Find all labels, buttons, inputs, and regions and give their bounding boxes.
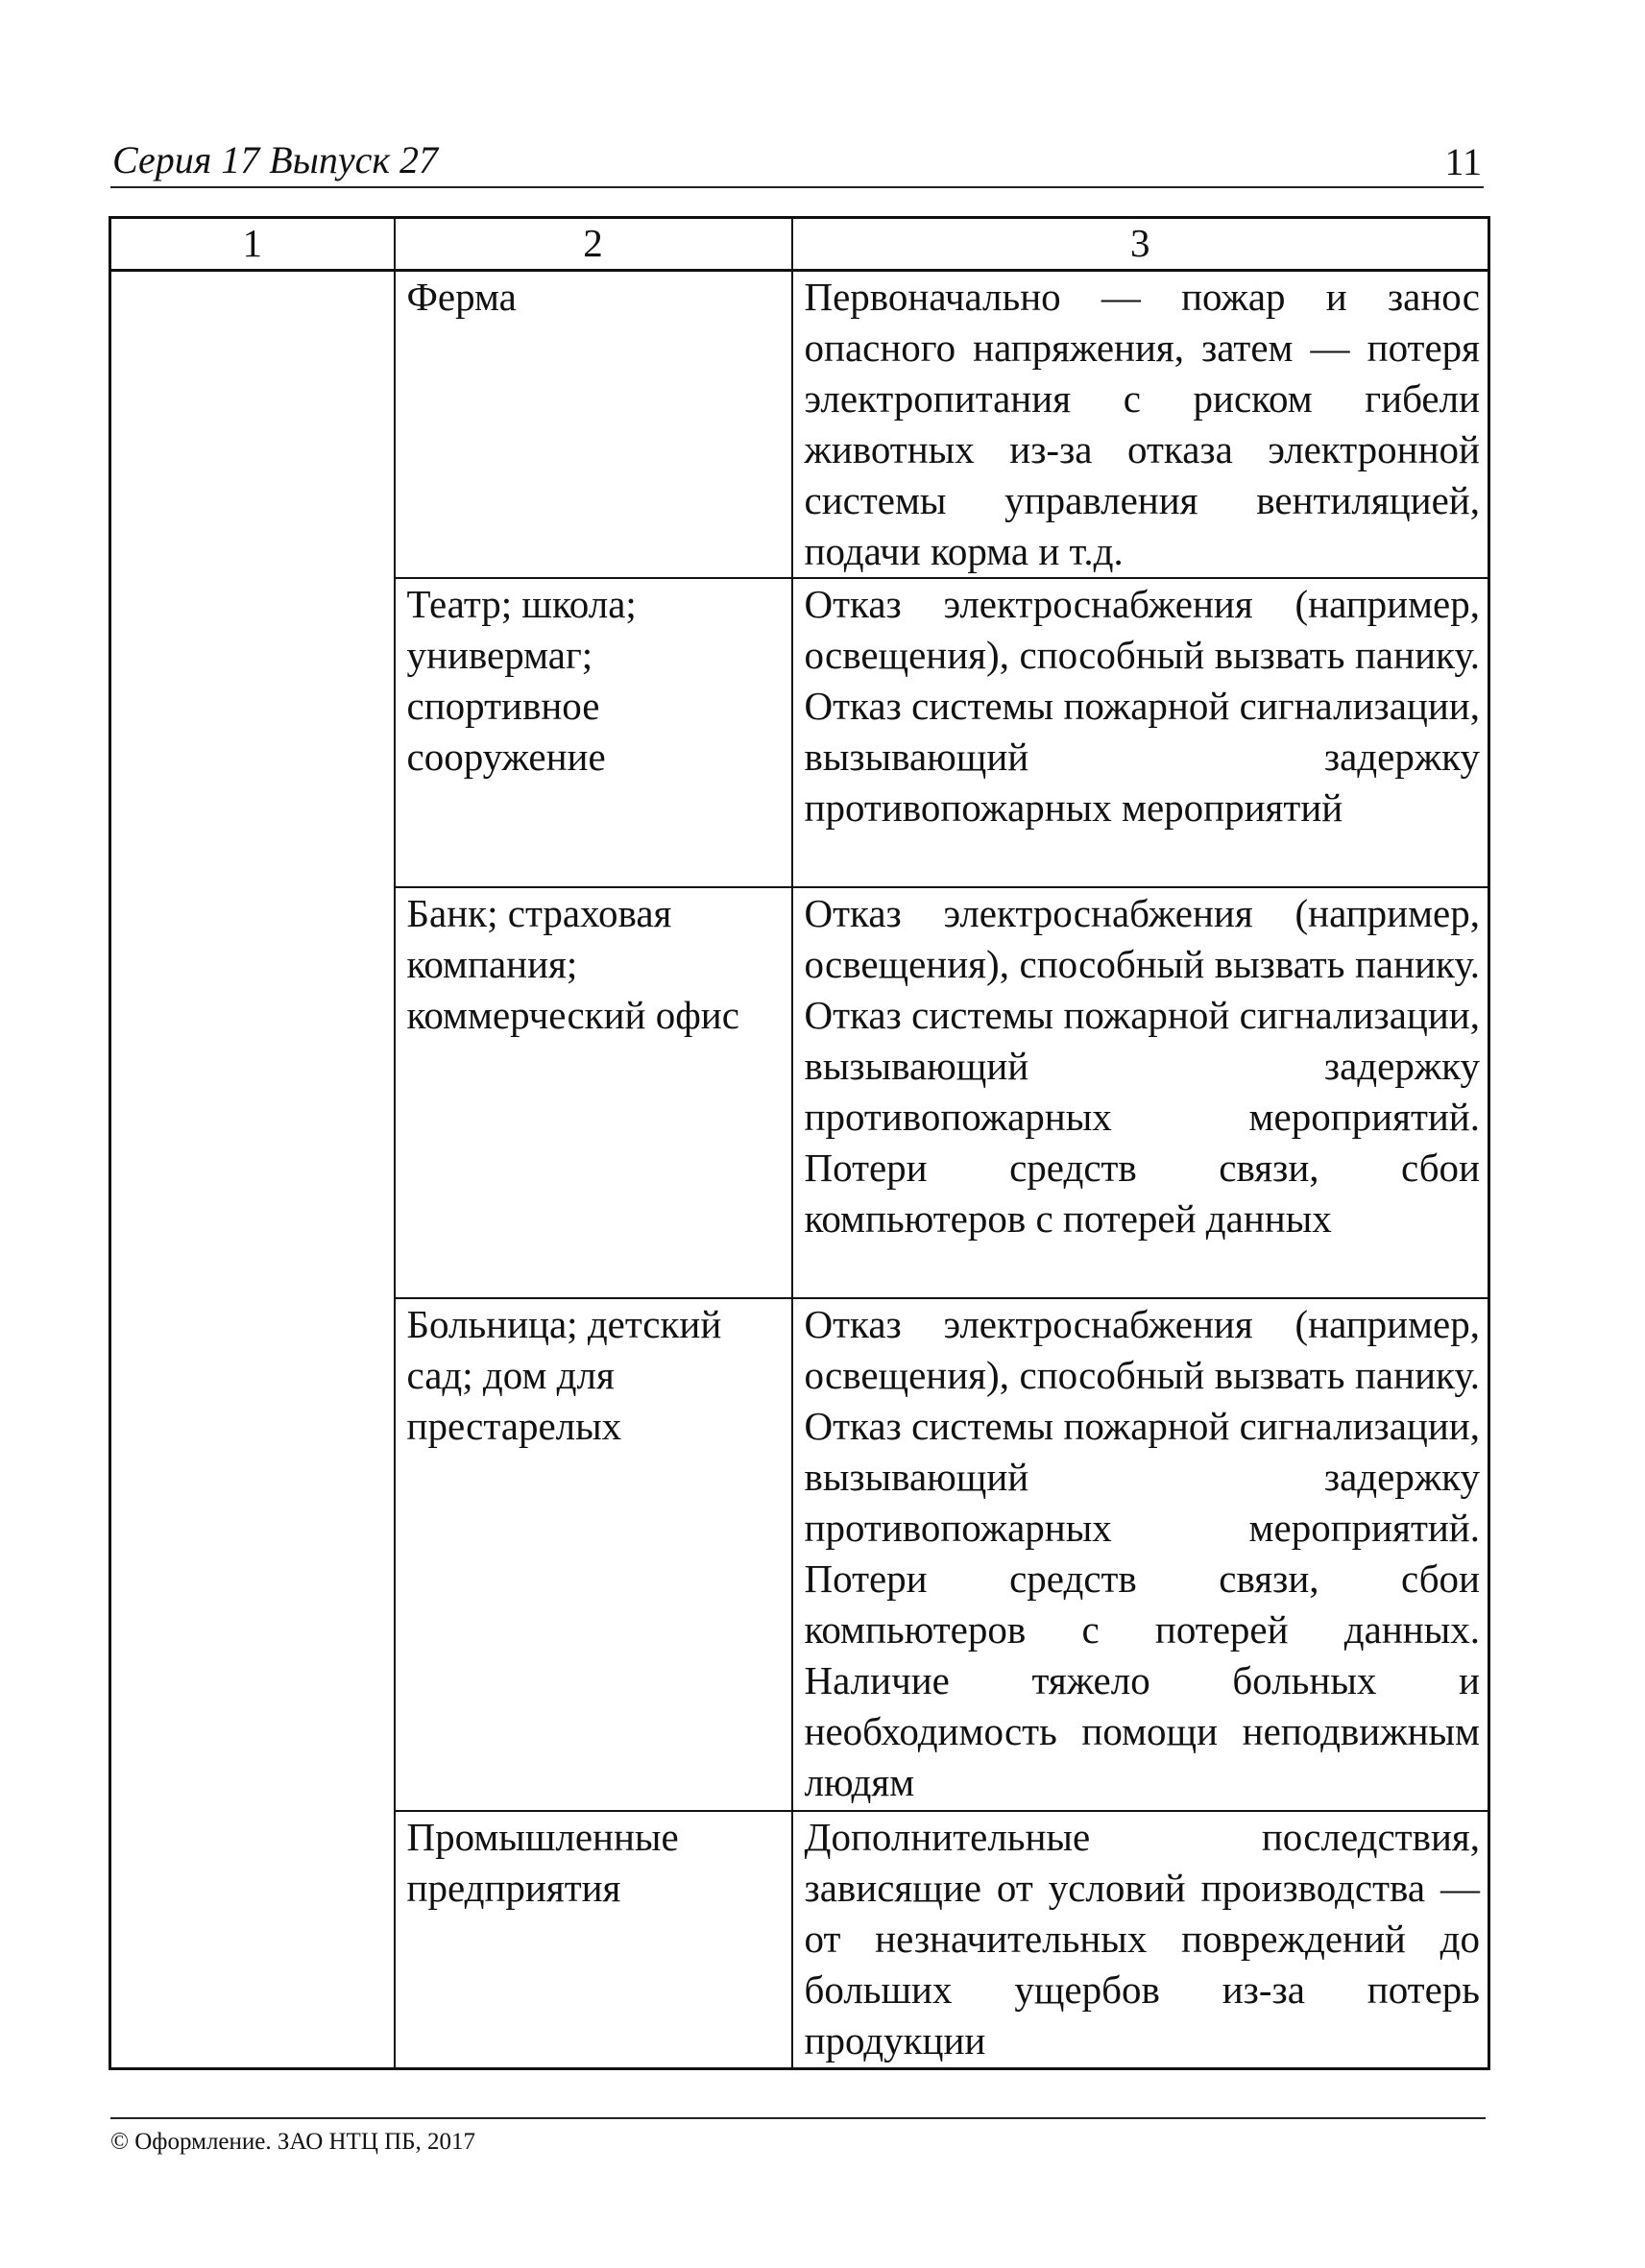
column-1-cell xyxy=(110,271,395,2069)
object-type-cell: Банк; страховая компания; коммерческий офис xyxy=(395,887,792,1298)
object-type-cell: Театр; школа; универмаг; спортивное сооружение xyxy=(395,578,792,887)
consequence-cell: Отказ электроснабжения (например, освещения), способный вызвать панику. Отказ системы пожарной сигнализации, вызывающий задержку противопожарных мероприятий xyxy=(792,578,1489,887)
consequence-cell: Первоначально — пожар и занос опасного напряжения, затем — потеря электропитания с риском гибели животных из-за отказа электронной системы управления вентиляцией, подачи корма и т.д. xyxy=(792,271,1489,579)
consequence-cell: Отказ электроснабжения (например, освещения), способный вызвать панику. Отказ системы пожарной сигнализации, вызывающий задержку противопожарных мероприятий. Потери средств связи, сбои компьютеров с потерей данных xyxy=(792,887,1489,1298)
consequences-table xyxy=(109,216,1490,2070)
copyright-note: © Оформление. ЗАО НТЦ ПБ, 2017 xyxy=(110,2129,476,2155)
column-header-2: 2 xyxy=(395,218,792,271)
table-row xyxy=(110,271,1489,579)
page-footer xyxy=(110,2117,1486,2155)
object-type-cell: Промышленные предприятия xyxy=(395,1811,792,2069)
consequence-cell: Отказ электроснабжения (например, освещения), способный вызвать панику. Отказ системы пожарной сигнализации, вызывающий задержку противопожарных мероприятий. Потери средств связи, сбои компьютеров с потерей данных. Наличие тяжело больных и необходимость помощи неподвижным людям xyxy=(792,1298,1489,1811)
column-header-1: 1 xyxy=(110,218,395,271)
column-header-3: 3 xyxy=(792,218,1489,271)
page-number: 11 xyxy=(1444,140,1482,183)
table-header-row xyxy=(110,218,1489,271)
consequence-cell: Дополнительные последствия, зависящие от условий производства — от незначительных повреждений до больших ущербов из-за потерь продукции xyxy=(792,1811,1489,2069)
object-type-cell: Больница; детский сад; дом для престарелых xyxy=(395,1298,792,1811)
series-title: Серия 17 Выпуск 27 xyxy=(112,138,439,181)
page-header xyxy=(110,131,1484,188)
object-type-cell: Ферма xyxy=(395,271,792,579)
